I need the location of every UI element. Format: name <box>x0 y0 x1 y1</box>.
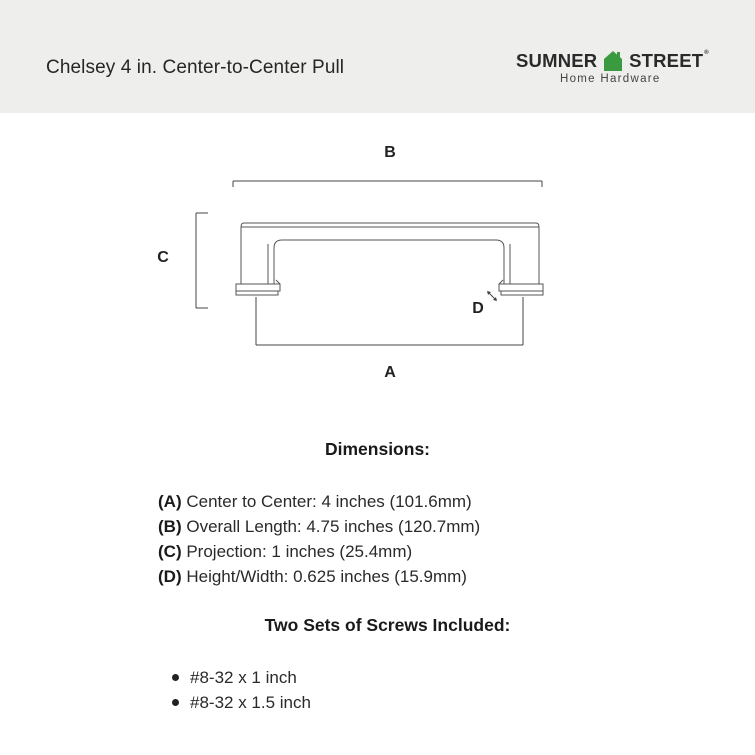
brand-logo <box>516 46 722 92</box>
screws-heading: Two Sets of Screws Included: <box>264 615 511 635</box>
dimension-text: Overall Length: 4.75 inches (120.7mm) <box>186 517 481 536</box>
dimension-key: (A) <box>158 492 182 511</box>
dimension-key: (B) <box>158 517 182 536</box>
screw-item <box>170 690 311 715</box>
logo-word-street: STREET <box>629 50 704 71</box>
dimension-key: (D) <box>158 567 182 586</box>
screws-list <box>170 665 311 715</box>
pull-dimension-diagram <box>0 113 755 413</box>
dimension-item-b <box>158 514 480 539</box>
logo-wordmark <box>516 50 709 72</box>
dimension-key: (C) <box>158 542 182 561</box>
dimension-b-line <box>233 181 542 187</box>
bullet-icon <box>172 699 179 706</box>
label-a: A <box>384 364 396 381</box>
product-title: Chelsey 4 in. Center-to-Center Pull <box>46 57 345 78</box>
dimension-text: Height/Width: 0.625 inches (15.9mm) <box>186 567 467 586</box>
dimension-d-arrow <box>487 291 497 301</box>
label-c: C <box>157 249 169 266</box>
screw-text: #8-32 x 1.5 inch <box>190 693 311 712</box>
dimensions-list <box>158 489 480 589</box>
pull-handle-drawing <box>236 223 543 295</box>
registered-mark: ® <box>704 50 709 56</box>
dimension-text: Center to Center: 4 inches (101.6mm) <box>186 492 472 511</box>
logo-word-sumner: SUMNER <box>516 50 598 71</box>
dimension-item-a <box>158 489 480 514</box>
screw-text: #8-32 x 1 inch <box>190 668 297 687</box>
bullet-icon <box>172 674 179 681</box>
screw-item <box>170 665 311 690</box>
label-d: D <box>472 300 484 317</box>
dimension-c-line <box>196 213 208 308</box>
label-b: B <box>384 144 396 161</box>
dimension-item-c <box>158 539 480 564</box>
header-bar <box>0 0 755 113</box>
logo-subtitle: Home Hardware <box>560 73 661 85</box>
dimension-item-d <box>158 564 480 589</box>
dimension-text: Projection: 1 inches (25.4mm) <box>186 542 413 561</box>
dimensions-heading: Dimensions: <box>324 439 431 459</box>
